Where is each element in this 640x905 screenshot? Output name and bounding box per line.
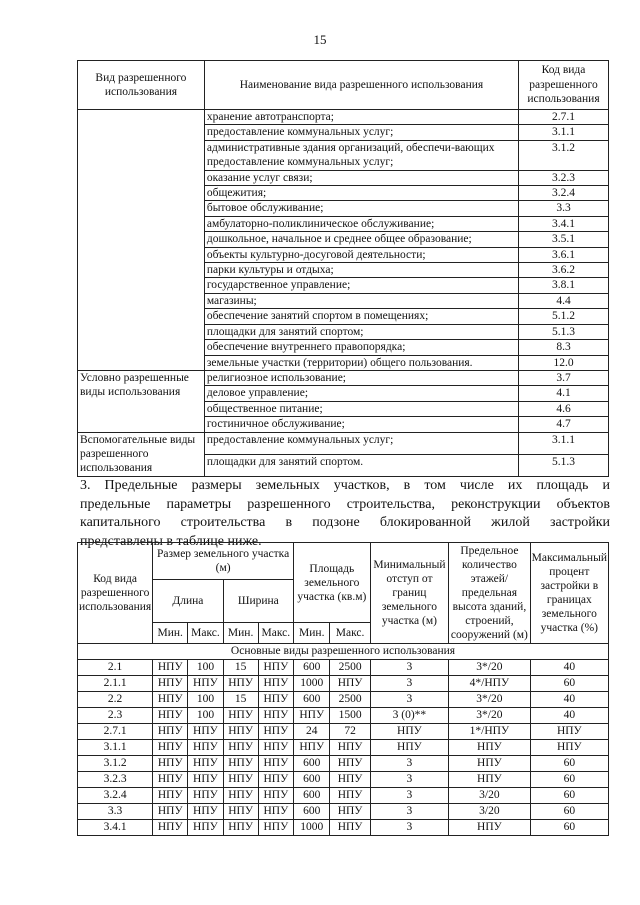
cell-percent: 60 xyxy=(530,804,608,820)
cell-percent: 40 xyxy=(530,660,608,676)
use-code: 3.6.2 xyxy=(519,263,609,278)
use-name: парки культуры и отдыха; xyxy=(204,263,518,278)
use-code: 3.2.3 xyxy=(519,170,609,185)
use-name: обеспечение занятий спортом в помещениях; xyxy=(204,309,518,324)
use-code: 3.1.1 xyxy=(519,432,609,454)
header-min: Мин. xyxy=(153,623,188,644)
cell-percent: 60 xyxy=(530,820,608,836)
cell-length-max: НПУ xyxy=(188,788,223,804)
cell-length-min: НПУ xyxy=(153,692,188,708)
table-row xyxy=(78,370,609,385)
cell-length-max: 100 xyxy=(188,660,223,676)
cell-percent: НПУ xyxy=(530,740,608,756)
use-code: 4.7 xyxy=(519,417,609,432)
cell-area-max: НПУ xyxy=(330,676,370,692)
cell-percent: 40 xyxy=(530,708,608,724)
cell-width-max: НПУ xyxy=(258,708,293,724)
use-code: 3.5.1 xyxy=(519,232,609,247)
page-number: 15 xyxy=(313,32,327,47)
cell-area-min: 600 xyxy=(294,772,330,788)
use-code: 2.7.1 xyxy=(519,110,609,125)
use-name: общественное питание; xyxy=(204,401,518,416)
cell-code: 3.4.1 xyxy=(78,820,153,836)
cell-setback: НПУ xyxy=(370,724,449,740)
table-row xyxy=(78,756,609,772)
cell-width-min: НПУ xyxy=(223,708,258,724)
cell-width-min: НПУ xyxy=(223,788,258,804)
use-category: Вспомогательные виды разрешенного использования xyxy=(78,432,205,476)
use-name: земельные участки (территории) общего пользования. xyxy=(204,355,518,370)
cell-floors: 1*/НПУ xyxy=(449,724,530,740)
use-code: 3.2.4 xyxy=(519,186,609,201)
cell-length-max: НПУ xyxy=(188,772,223,788)
use-code: 4.6 xyxy=(519,401,609,416)
cell-area-max: 2500 xyxy=(330,692,370,708)
header-floors: Предельное количество этажей/ предельная высота зданий, строений, сооружений (м) xyxy=(449,543,530,644)
table-row xyxy=(78,724,609,740)
cell-width-max: НПУ xyxy=(258,660,293,676)
table-row xyxy=(78,772,609,788)
cell-setback: 3 xyxy=(370,676,449,692)
header-min: Мин. xyxy=(294,623,330,644)
use-code: 3.7 xyxy=(519,370,609,385)
cell-length-min: НПУ xyxy=(153,660,188,676)
cell-code: 3.2.3 xyxy=(78,772,153,788)
cell-width-max: НПУ xyxy=(258,740,293,756)
cell-length-min: НПУ xyxy=(153,788,188,804)
cell-floors: 3/20 xyxy=(449,788,530,804)
header-use-type: Вид разрешенного использования xyxy=(78,61,205,110)
use-name: гостиничное обслуживание; xyxy=(204,417,518,432)
header-setback: Минимальный отступ от границ земельного участка (м) xyxy=(370,543,449,644)
cell-area-min: НПУ xyxy=(294,708,330,724)
use-name: хранение автотранспорта; xyxy=(204,110,518,125)
paragraph-line: капитального строительства в подзоне блокированной жилой застройки xyxy=(80,515,610,530)
cell-area-max: НПУ xyxy=(330,740,370,756)
cell-width-max: НПУ xyxy=(258,692,293,708)
use-name: площадки для занятий спортом; xyxy=(204,324,518,339)
use-name: административные здания организаций, обеспечи-вающих предоставление коммунальных услуг; xyxy=(204,140,518,170)
cell-width-min: НПУ xyxy=(223,772,258,788)
cell-area-min: 600 xyxy=(294,692,330,708)
use-code: 12.0 xyxy=(519,355,609,370)
use-code: 3.1.1 xyxy=(519,125,609,140)
use-name: дошкольное, начальное и среднее общее образование; xyxy=(204,232,518,247)
cell-setback: 3 xyxy=(370,772,449,788)
table-row xyxy=(78,676,609,692)
cell-width-max: НПУ xyxy=(258,756,293,772)
cell-area-max: НПУ xyxy=(330,772,370,788)
table-row xyxy=(78,740,609,756)
use-name: предоставление коммунальных услуг; xyxy=(204,432,518,454)
cell-percent: НПУ xyxy=(530,724,608,740)
cell-floors: НПУ xyxy=(449,820,530,836)
cell-length-max: НПУ xyxy=(188,756,223,772)
use-code: 8.3 xyxy=(519,340,609,355)
paragraph-line: предельные параметры разрешенного строительства, реконструкции объектов xyxy=(80,496,610,512)
permitted-use-table xyxy=(77,60,609,477)
use-code: 3.1.2 xyxy=(519,140,609,170)
cell-width-max: НПУ xyxy=(258,788,293,804)
cell-area-max: 1500 xyxy=(330,708,370,724)
cell-width-max: НПУ xyxy=(258,820,293,836)
cell-percent: 40 xyxy=(530,692,608,708)
cell-length-max: НПУ xyxy=(188,740,223,756)
use-code: 5.1.3 xyxy=(519,324,609,339)
use-name: религиозное использование; xyxy=(204,370,518,385)
cell-width-min: НПУ xyxy=(223,820,258,836)
cell-area-max: НПУ xyxy=(330,804,370,820)
cell-length-min: НПУ xyxy=(153,740,188,756)
cell-floors: 3*/20 xyxy=(449,708,530,724)
use-name: общежития; xyxy=(204,186,518,201)
cell-area-max: НПУ xyxy=(330,756,370,772)
cell-length-max: НПУ xyxy=(188,804,223,820)
use-name: амбулаторно-поликлиническое обслуживание; xyxy=(204,216,518,231)
cell-width-max: НПУ xyxy=(258,676,293,692)
cell-floors: НПУ xyxy=(449,756,530,772)
table-row xyxy=(78,110,609,125)
cell-area-min: 600 xyxy=(294,804,330,820)
header-max: Макс. xyxy=(258,623,293,644)
use-code: 3.6.1 xyxy=(519,247,609,262)
cell-code: 2.2 xyxy=(78,692,153,708)
table-row xyxy=(78,708,609,724)
cell-floors: НПУ xyxy=(449,772,530,788)
cell-code: 3.3 xyxy=(78,804,153,820)
cell-width-min: НПУ xyxy=(223,804,258,820)
cell-length-min: НПУ xyxy=(153,804,188,820)
cell-floors: 4*/НПУ xyxy=(449,676,530,692)
cell-width-max: НПУ xyxy=(258,724,293,740)
header-min: Мин. xyxy=(223,623,258,644)
cell-code: 3.1.2 xyxy=(78,756,153,772)
cell-area-min: 600 xyxy=(294,788,330,804)
header-width: Ширина xyxy=(223,580,293,623)
cell-width-min: НПУ xyxy=(223,740,258,756)
cell-length-max: 100 xyxy=(188,692,223,708)
cell-setback: 3 (0)** xyxy=(370,708,449,724)
cell-length-max: НПУ xyxy=(188,820,223,836)
paragraph-line: 3. Предельные размеры земельных участков, в том числе их площадь и xyxy=(80,478,610,493)
use-category: Условно разрешенные виды использования xyxy=(78,370,205,432)
table-header-row xyxy=(78,61,609,110)
table-row xyxy=(78,820,609,836)
cell-area-min: 24 xyxy=(294,724,330,740)
cell-setback: 3 xyxy=(370,804,449,820)
cell-width-min: 15 xyxy=(223,692,258,708)
cell-setback: 3 xyxy=(370,692,449,708)
paragraph-line: представлены в таблице ниже. xyxy=(80,533,262,549)
cell-code: 3.2.4 xyxy=(78,788,153,804)
cell-percent: 60 xyxy=(530,772,608,788)
cell-area-min: 1000 xyxy=(294,676,330,692)
use-code: 3.3 xyxy=(519,201,609,216)
cell-width-max: НПУ xyxy=(258,772,293,788)
use-code: 5.1.3 xyxy=(519,454,609,476)
header-length: Длина xyxy=(153,580,223,623)
cell-setback: 3 xyxy=(370,820,449,836)
cell-length-min: НПУ xyxy=(153,708,188,724)
use-code: 3.8.1 xyxy=(519,278,609,293)
table-row xyxy=(78,432,609,454)
cell-area-max: НПУ xyxy=(330,788,370,804)
use-name: деловое управление; xyxy=(204,386,518,401)
cell-area-min: НПУ xyxy=(294,740,330,756)
land-parameters-table xyxy=(77,542,609,836)
use-code: 3.4.1 xyxy=(519,216,609,231)
cell-code: 2.7.1 xyxy=(78,724,153,740)
use-code: 4.4 xyxy=(519,293,609,308)
use-code: 5.1.2 xyxy=(519,309,609,324)
header-use-name: Наименование вида разрешенного использования xyxy=(204,61,518,110)
cell-area-max: 2500 xyxy=(330,660,370,676)
cell-width-min: 15 xyxy=(223,660,258,676)
header-size: Размер земельного участка (м) xyxy=(153,543,294,580)
cell-length-min: НПУ xyxy=(153,756,188,772)
cell-setback: 3 xyxy=(370,788,449,804)
cell-length-min: НПУ xyxy=(153,676,188,692)
cell-width-max: НПУ xyxy=(258,804,293,820)
cell-length-max: 100 xyxy=(188,708,223,724)
cell-length-min: НПУ xyxy=(153,724,188,740)
table-row xyxy=(78,692,609,708)
cell-setback: НПУ xyxy=(370,740,449,756)
cell-area-min: 600 xyxy=(294,660,330,676)
header-code: Код вида разрешенного использования xyxy=(78,543,153,644)
cell-percent: 60 xyxy=(530,756,608,772)
use-name: государственное управление; xyxy=(204,278,518,293)
cell-area-min: 600 xyxy=(294,756,330,772)
cell-width-min: НПУ xyxy=(223,676,258,692)
use-name: бытовое обслуживание; xyxy=(204,201,518,216)
cell-length-max: НПУ xyxy=(188,676,223,692)
cell-code: 2.3 xyxy=(78,708,153,724)
paragraph-3 xyxy=(80,477,610,551)
use-name: магазины; xyxy=(204,293,518,308)
section-title: Основные виды разрешенного использования xyxy=(78,644,609,660)
use-code: 4.1 xyxy=(519,386,609,401)
cell-floors: 3*/20 xyxy=(449,660,530,676)
cell-width-min: НПУ xyxy=(223,756,258,772)
table-row xyxy=(78,804,609,820)
cell-length-min: НПУ xyxy=(153,772,188,788)
cell-length-max: НПУ xyxy=(188,724,223,740)
use-name: объекты культурно-досуговой деятельности; xyxy=(204,247,518,262)
header-max: Макс. xyxy=(330,623,370,644)
cell-percent: 60 xyxy=(530,788,608,804)
use-name: обеспечение внутреннего правопорядка; xyxy=(204,340,518,355)
cell-floors: 3/20 xyxy=(449,804,530,820)
cell-setback: 3 xyxy=(370,660,449,676)
table-row xyxy=(78,660,609,676)
header-area: Площадь земельного участка (кв.м) xyxy=(294,543,371,623)
use-name: оказание услуг связи; xyxy=(204,170,518,185)
cell-code: 2.1 xyxy=(78,660,153,676)
use-name: предоставление коммунальных услуг; xyxy=(204,125,518,140)
cell-length-min: НПУ xyxy=(153,820,188,836)
cell-area-min: 1000 xyxy=(294,820,330,836)
table-row xyxy=(78,788,609,804)
cell-width-min: НПУ xyxy=(223,724,258,740)
cell-floors: 3*/20 xyxy=(449,692,530,708)
cell-percent: 60 xyxy=(530,676,608,692)
cell-code: 3.1.1 xyxy=(78,740,153,756)
header-max: Макс. xyxy=(188,623,223,644)
use-category xyxy=(78,110,205,371)
cell-floors: НПУ xyxy=(449,740,530,756)
cell-setback: 3 xyxy=(370,756,449,772)
cell-area-max: НПУ xyxy=(330,820,370,836)
header-use-code: Код вида разрешенного использования xyxy=(519,61,609,110)
use-name: площадки для занятий спортом. xyxy=(204,454,518,476)
cell-area-max: 72 xyxy=(330,724,370,740)
header-percent: Максимальный процент застройки в границах земельного участка (%) xyxy=(530,543,608,644)
cell-code: 2.1.1 xyxy=(78,676,153,692)
